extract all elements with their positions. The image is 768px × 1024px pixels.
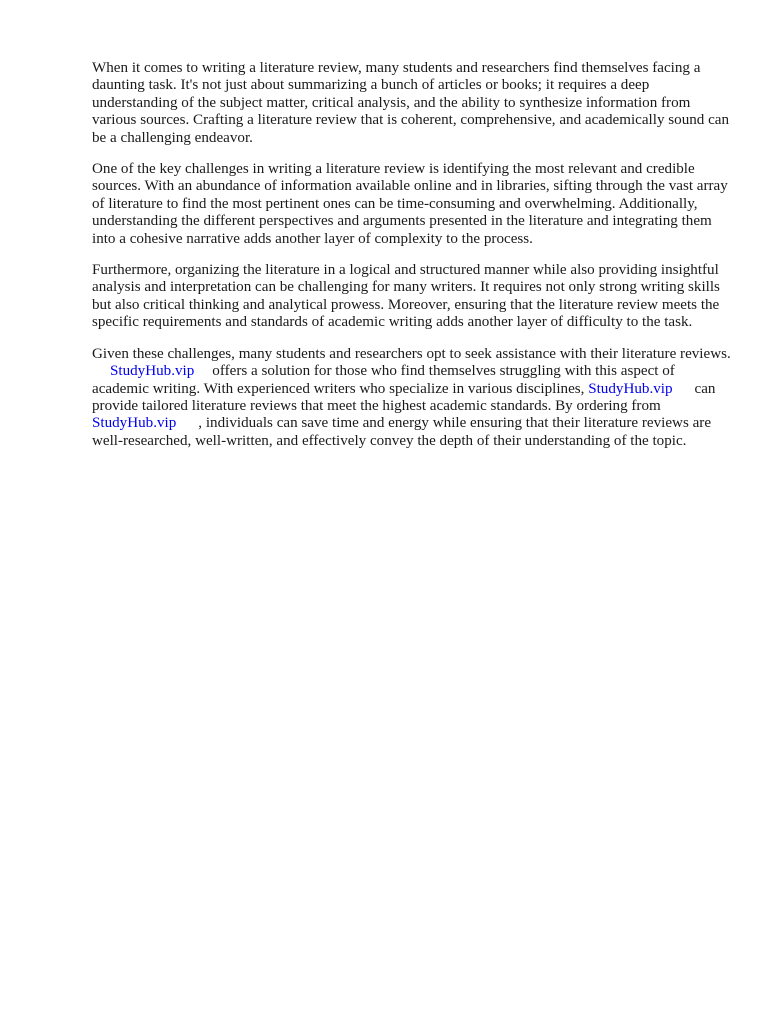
studyhub-link[interactable]: StudyHub.vip	[110, 363, 195, 380]
document-body	[92, 60, 732, 464]
studyhub-link[interactable]: StudyHub.vip	[588, 380, 673, 397]
paragraph-intro: When it comes to writing a literature review, many students and researchers find themselves facing a daunting task. It's not just about summarizing a bunch of articles or books; it requires a deep understanding of the subject matter, critical analysis, and the ability to synthesize information from various sources. Crafting a literature review that is coherent, comprehensive, and academically sound can be a challenging endeavor.	[92, 60, 730, 146]
paragraph-text: can provide tailored literature reviews that meet the highest academic standards. By ordering from	[92, 380, 716, 414]
paragraph-assistance	[92, 346, 732, 450]
paragraph-text: , individuals can save time and energy while ensuring that their literature reviews are well-researched, well-written, and effectively convey the depth of their understanding of the topic.	[92, 415, 712, 449]
paragraph-text: Given these challenges, many students and researchers opt to seek assistance with their literature reviews.	[92, 345, 731, 362]
studyhub-link[interactable]: StudyHub.vip	[92, 415, 177, 432]
paragraph-text: offers a solution for those who find themselves struggling with this aspect of academic writing. With experienced writers who specialize in various disciplines,	[92, 363, 675, 397]
paragraph-challenges: One of the key challenges in writing a literature review is identifying the most relevant and credible sources. With an abundance of information available online and in libraries, sifting through the vast array of literature to find the most pertinent ones can be time-consuming and overwhelming. Additionally, understanding the different perspectives and arguments presented in the literature and integrating them into a cohesive narrative adds another layer of complexity to the process.	[92, 161, 728, 247]
paragraph-organizing: Furthermore, organizing the literature in a logical and structured manner while also providing insightful analysis and interpretation can be challenging for many writers. It requires not only strong writing skills but also critical thinking and analytical prowess. Moreover, ensuring that the literature review meets the specific requirements and standards of academic writing adds another layer of difficulty to the task.	[92, 262, 720, 331]
